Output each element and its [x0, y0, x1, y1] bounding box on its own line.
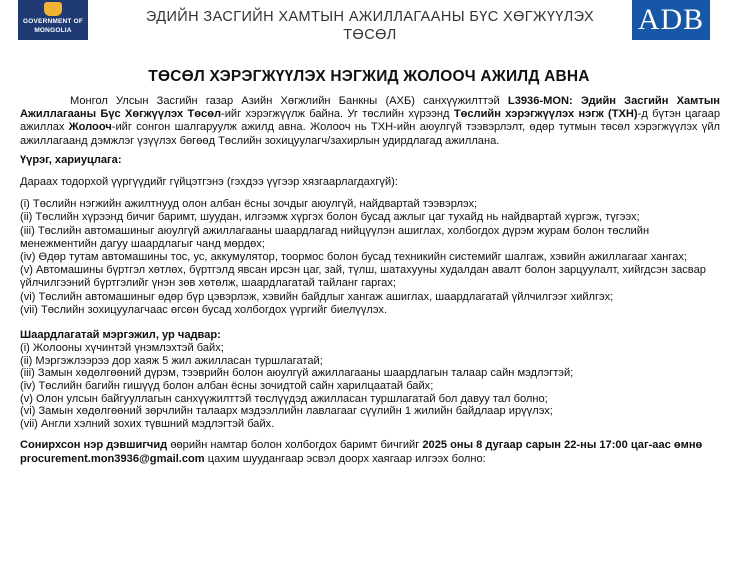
list-item: (iii) Замын хөдөлгөөний дүрэм, тээврийн болон аюулгүй ажиллагааны шаардлагын талаар сайн мэдлэгтэй; — [20, 367, 574, 380]
list-item: (v) Автомашины бүртгэл хөтлөх, бүртгэлд явсан ирсэн цаг, зай, түлш, шатахууны худалдан авалт болон зарцуулалт, хийгдсэн засвар үйлчилгээний бүртгэлийг үнэн зөв хөтөлж, шаардлагатай тайланг гаргах; — [20, 264, 706, 290]
gov-logo-line2: MONGOLIA — [34, 27, 72, 34]
gov-logo-line1: GOVERNMENT OF — [22, 18, 84, 25]
duties-heading: Үүрэг, хариуцлага: — [20, 153, 122, 166]
list-item: (vi) Замын хөдөлгөөний зөрчлийн талаарх мэдээллийн лавлагааг сүүлийн 1 жилийн байдлаар ирүүлэх; — [20, 405, 553, 418]
closing-paragraph: Сонирхсон нэр дэвшигчид өөрийн намтар болон холбогдох баримт бичгийг 2025 оны 8 дугаар сарын 22-ны 17:00 цаг-аас өмнө procurement.mon3936@gmail.com цахим шуудангаар эсвэл доорх хаягаар илгээх болно: — [20, 439, 703, 465]
list-item: (vi) Төслийн автомашиныг өдөр бүр цэвэрлэж, хэвийн байдлыг хангаж ашиглах, шаардлагатай үйлчилгээг хийлгэх; — [20, 290, 614, 303]
project-name-line1: ЭДИЙН ЗАСГИЙН ХАМТЫН АЖИЛЛАГААНЫ БҮС ХӨГЖҮҮЛЭХ — [145, 9, 595, 25]
list-item: (vii) Төслийн зохицуулагчаас өгсөн бусад холбогдох үүргийг биелүүлэх. — [20, 303, 388, 316]
list-item: (ii) Мэргэжлээрээ дор хаяж 5 жил ажилласан туршлагатай; — [20, 354, 323, 367]
adb-logo: ADB — [632, 0, 710, 40]
duties-lead: Дараах тодорхой үүргүүдийг гүйцэтгэнэ (гэхдээ үүгээр хязгаарлагдахгүй): — [20, 176, 398, 189]
document-body — [20, 95, 720, 466]
soyombo-emblem-icon — [44, 2, 62, 16]
qualifications-list — [20, 342, 720, 430]
list-item: (i) Төслийн нэгжийн ажилтнууд олон албан ёсны зочдыг аюулгүй, найдвартай тээвэрлэх; — [20, 198, 478, 211]
page-title: ТӨСӨЛ ХЭРЭГЖҮҮЛЭХ НЭГЖИД ЖОЛООЧ АЖИЛД АВНА — [148, 68, 590, 85]
intro-paragraph: Монгол Улсын Засгийн газар Азийн Хөгжлийн Банкны (АХБ) санхүүжилттэй L3936-MON: Эдийн Засгийн Хамтын Ажиллагааны Бүс Хөгжүүлэх Төсөл-ийг хэрэгжүүлж байна. Уг төслийн хүрээнд Төслийн хэрэгжүүлэх нэгж (ТХН)-д бүтэн цагаар ажиллах Жолооч-ийг сонгон шалгаруулж ажилд авна. Жолооч нь ТХН-ийн аюулгүй тээвэрлэлт, өдөр тутмын төсөл хэрэгжүүлэх үйл ажиллагаанд дэмжлэг үзүүлэх бөгөөд Төслийн зохицуулагч/захирлын удирдлагад ажиллана. — [20, 95, 720, 147]
list-item: (iv) Өдөр тутам автомашины тос, ус, аккумулятор, тоормос болон бусад техникийн системийг шалгаж, хэвийн ажиллагааг хангах; — [20, 251, 688, 264]
list-item: (vii) Англи хэлний зохих түвшний мэдлэгтэй байх. — [20, 417, 275, 430]
list-item: (ii) Төслийн хүрээнд бичиг баримт, шуудан, илгээмж хүргэх болон бусад ажлыг цаг тухайд нь найдвартай хүргэж, түгээх; — [20, 211, 640, 224]
government-of-mongolia-logo — [18, 0, 88, 40]
project-name-line2: ТӨСӨЛ — [343, 27, 397, 43]
qualifications-heading: Шаардлагатай мэргэжил, ур чадвар: — [20, 329, 221, 342]
contact-email: procurement.mon3936@gmail.com — [20, 452, 205, 465]
list-item: (i) Жолооны хүчинтэй үнэмлэхтэй байх; — [20, 342, 224, 355]
list-item: (iv) Төслийн багийн гишүүд болон албан ёсны зочидтой сайн харилцаатай байх; — [20, 380, 434, 393]
list-item: (v) Олон улсын байгууллагын санхүүжилттэй төслүүдэд ажилласан туршлагатай бол давуу тал болно; — [20, 392, 548, 405]
duties-list — [20, 198, 720, 317]
list-item: (iii) Төслийн автомашиныг аюулгүй ажиллагааны шаардлагад нийцүүлэн ашиглах, холбогдох дүрэм журам болон төслийн менежментийн дагуу шаардлагыг чанд мөрдөх; — [20, 224, 650, 250]
